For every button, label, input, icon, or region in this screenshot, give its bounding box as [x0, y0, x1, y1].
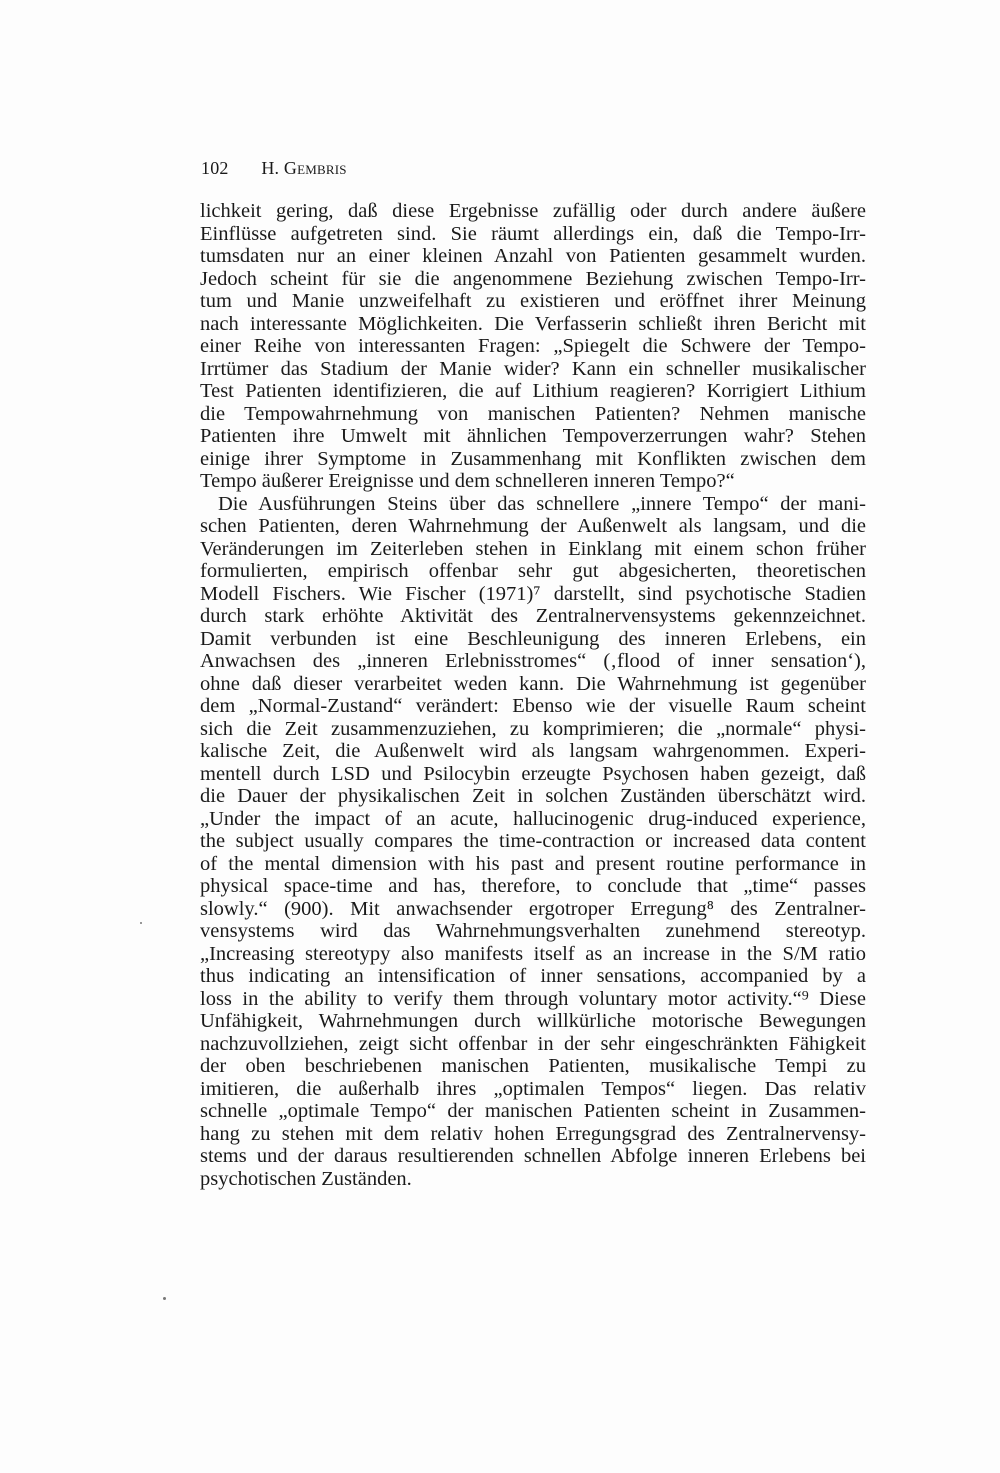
text-line: der oben beschriebenen manischen Patienten, musikalische Tempi zu: [200, 1055, 866, 1077]
text-line: nach interessante Möglichkeiten. Die Verfasserin schließt ihren Bericht mit: [200, 312, 866, 335]
text-line: dem „Normal-Zustand“ verändert: Ebenso wie der visuelle Raum scheint: [200, 695, 866, 717]
text-line: sich die Zeit zusammenzuziehen, zu komprimieren; die „normale“ physi-: [200, 717, 866, 740]
text-line: tum und Manie unzweifelhaft zu existieren und eröffnet ihrer Meinung: [200, 290, 866, 312]
text-line: Test Patienten identifizieren, die auf Lithium reagieren? Korrigiert Lithium: [200, 380, 866, 402]
text-line: imitieren, die außerhalb ihres „optimalen Tempos“ liegen. Das relativ: [200, 1077, 866, 1100]
text-line: Patienten ihre Umwelt mit ähnlichen Tempoverzerrungen wahr? Stehen: [200, 425, 866, 447]
text-line: loss in the ability to verify them through voluntary motor activity.“⁹ Diese: [200, 987, 866, 1010]
text-line: the subject usually compares the time-contraction or increased data content: [200, 830, 866, 852]
text-line: nachzuvollziehen, zeigt sicht offenbar in der sehr eingeschränkten Fähigkeit: [200, 1032, 866, 1055]
text-line: Veränderungen im Zeiterleben stehen in Einklang mit einem schon früher: [200, 537, 866, 560]
text-line: Tempo äußerer Ereignisse und dem schnelleren inneren Tempo?“: [200, 470, 735, 492]
text-line: Jedoch scheint für sie die angenommene Beziehung zwischen Tempo-Irr-: [200, 267, 866, 290]
text-line: of the mental dimension with his past and present routine performance in: [200, 852, 866, 875]
text-line: schen Patienten, deren Wahrnehmung der Außenwelt als langsam, und die: [200, 515, 866, 537]
text-line: „Increasing stereotypy also manifests itself as an increase in the S/M ratio: [200, 942, 866, 965]
text-line: formulierten, empirisch offenbar sehr gut abgesicherten, theoretischen: [200, 560, 866, 582]
text-line: schnelle „optimale Tempo“ der manischen Patienten scheint in Zusammen-: [200, 1100, 866, 1122]
text-line: slowly.“ (900). Mit anwachsender ergotroper Erregung⁸ des Zentralner-: [200, 897, 866, 920]
scan-speck: [140, 922, 142, 924]
text-line: tumsdaten nur an einer kleinen Anzahl von Patienten gesammelt wurden.: [200, 245, 866, 267]
text-line: Unfähigkeit, Wahrnehmungen durch willkürliche motorische Bewegungen: [200, 1010, 866, 1032]
scan-speck: [163, 1297, 166, 1300]
text-line: durch stark erhöhte Aktivität des Zentralnervensystems gekennzeichnet.: [200, 605, 866, 627]
text-line: physical space-time and has, therefore, to conclude that „time“ passes: [200, 875, 866, 897]
text-line: einer Reihe von interessanten Fragen: „Spiegelt die Schwere der Tempo-: [200, 335, 866, 357]
text-line: Die Ausführungen Steins über das schnellere „innere Tempo“ der mani-: [218, 492, 866, 515]
text-line: Modell Fischers. Wie Fischer (1971)⁷ darstellt, sind psychotische Stadien: [200, 582, 866, 605]
running-head: [201, 158, 347, 179]
text-line: die Dauer der physikalischen Zeit in solchen Zuständen überschätzt wird.: [200, 785, 866, 807]
text-line: mentell durch LSD und Psilocybin erzeugte Psychosen haben gezeigt, daß: [200, 762, 866, 785]
running-head-author: H. Gembris: [261, 158, 347, 178]
page-number: 102: [201, 158, 229, 178]
text-line: kalische Zeit, die Außenwelt wird als langsam wahrgenommen. Experi-: [200, 740, 866, 762]
text-line: ohne daß dieser verarbeitet weden kann. Die Wahrnehmung ist gegenüber: [200, 672, 866, 695]
text-line: stems und der daraus resultierenden schnellen Abfolge inneren Erlebens bei: [200, 1145, 866, 1167]
text-line: psychotischen Zuständen.: [200, 1167, 412, 1190]
text-line: lichkeit gering, daß diese Ergebnisse zufällig oder durch andere äußere: [200, 200, 866, 222]
text-line: Irrtümer das Stadium der Manie wider? Kann ein schneller musikalischer: [200, 357, 866, 380]
text-line: einige ihrer Symptome in Zusammenhang mit Konflikten zwischen dem: [200, 447, 866, 470]
text-line: Anwachsen des „inneren Erlebnisstromes“ (‚flood of inner sensation‘),: [200, 650, 866, 672]
text-line: „Under the impact of an acute, hallucinogenic drug-induced experience,: [200, 807, 866, 830]
text-line: Einflüsse aufgetreten sind. Sie räumt allerdings ein, daß die Tempo-Irr-: [200, 222, 866, 245]
text-line: thus indicating an intensification of inner sensations, accompanied by a: [200, 965, 866, 987]
text-line: Damit verbunden ist eine Beschleunigung des inneren Erlebens, ein: [200, 627, 866, 650]
text-line: vensystems wird das Wahrnehmungsverhalten zunehmend stereotyp.: [200, 920, 866, 942]
body-text: [200, 200, 866, 1190]
text-line: hang zu stehen mit dem relativ hohen Erregungsgrad des Zentralnervensy-: [200, 1122, 866, 1145]
text-line: die Tempowahrnehmung von manischen Patienten? Nehmen manische: [200, 402, 866, 425]
